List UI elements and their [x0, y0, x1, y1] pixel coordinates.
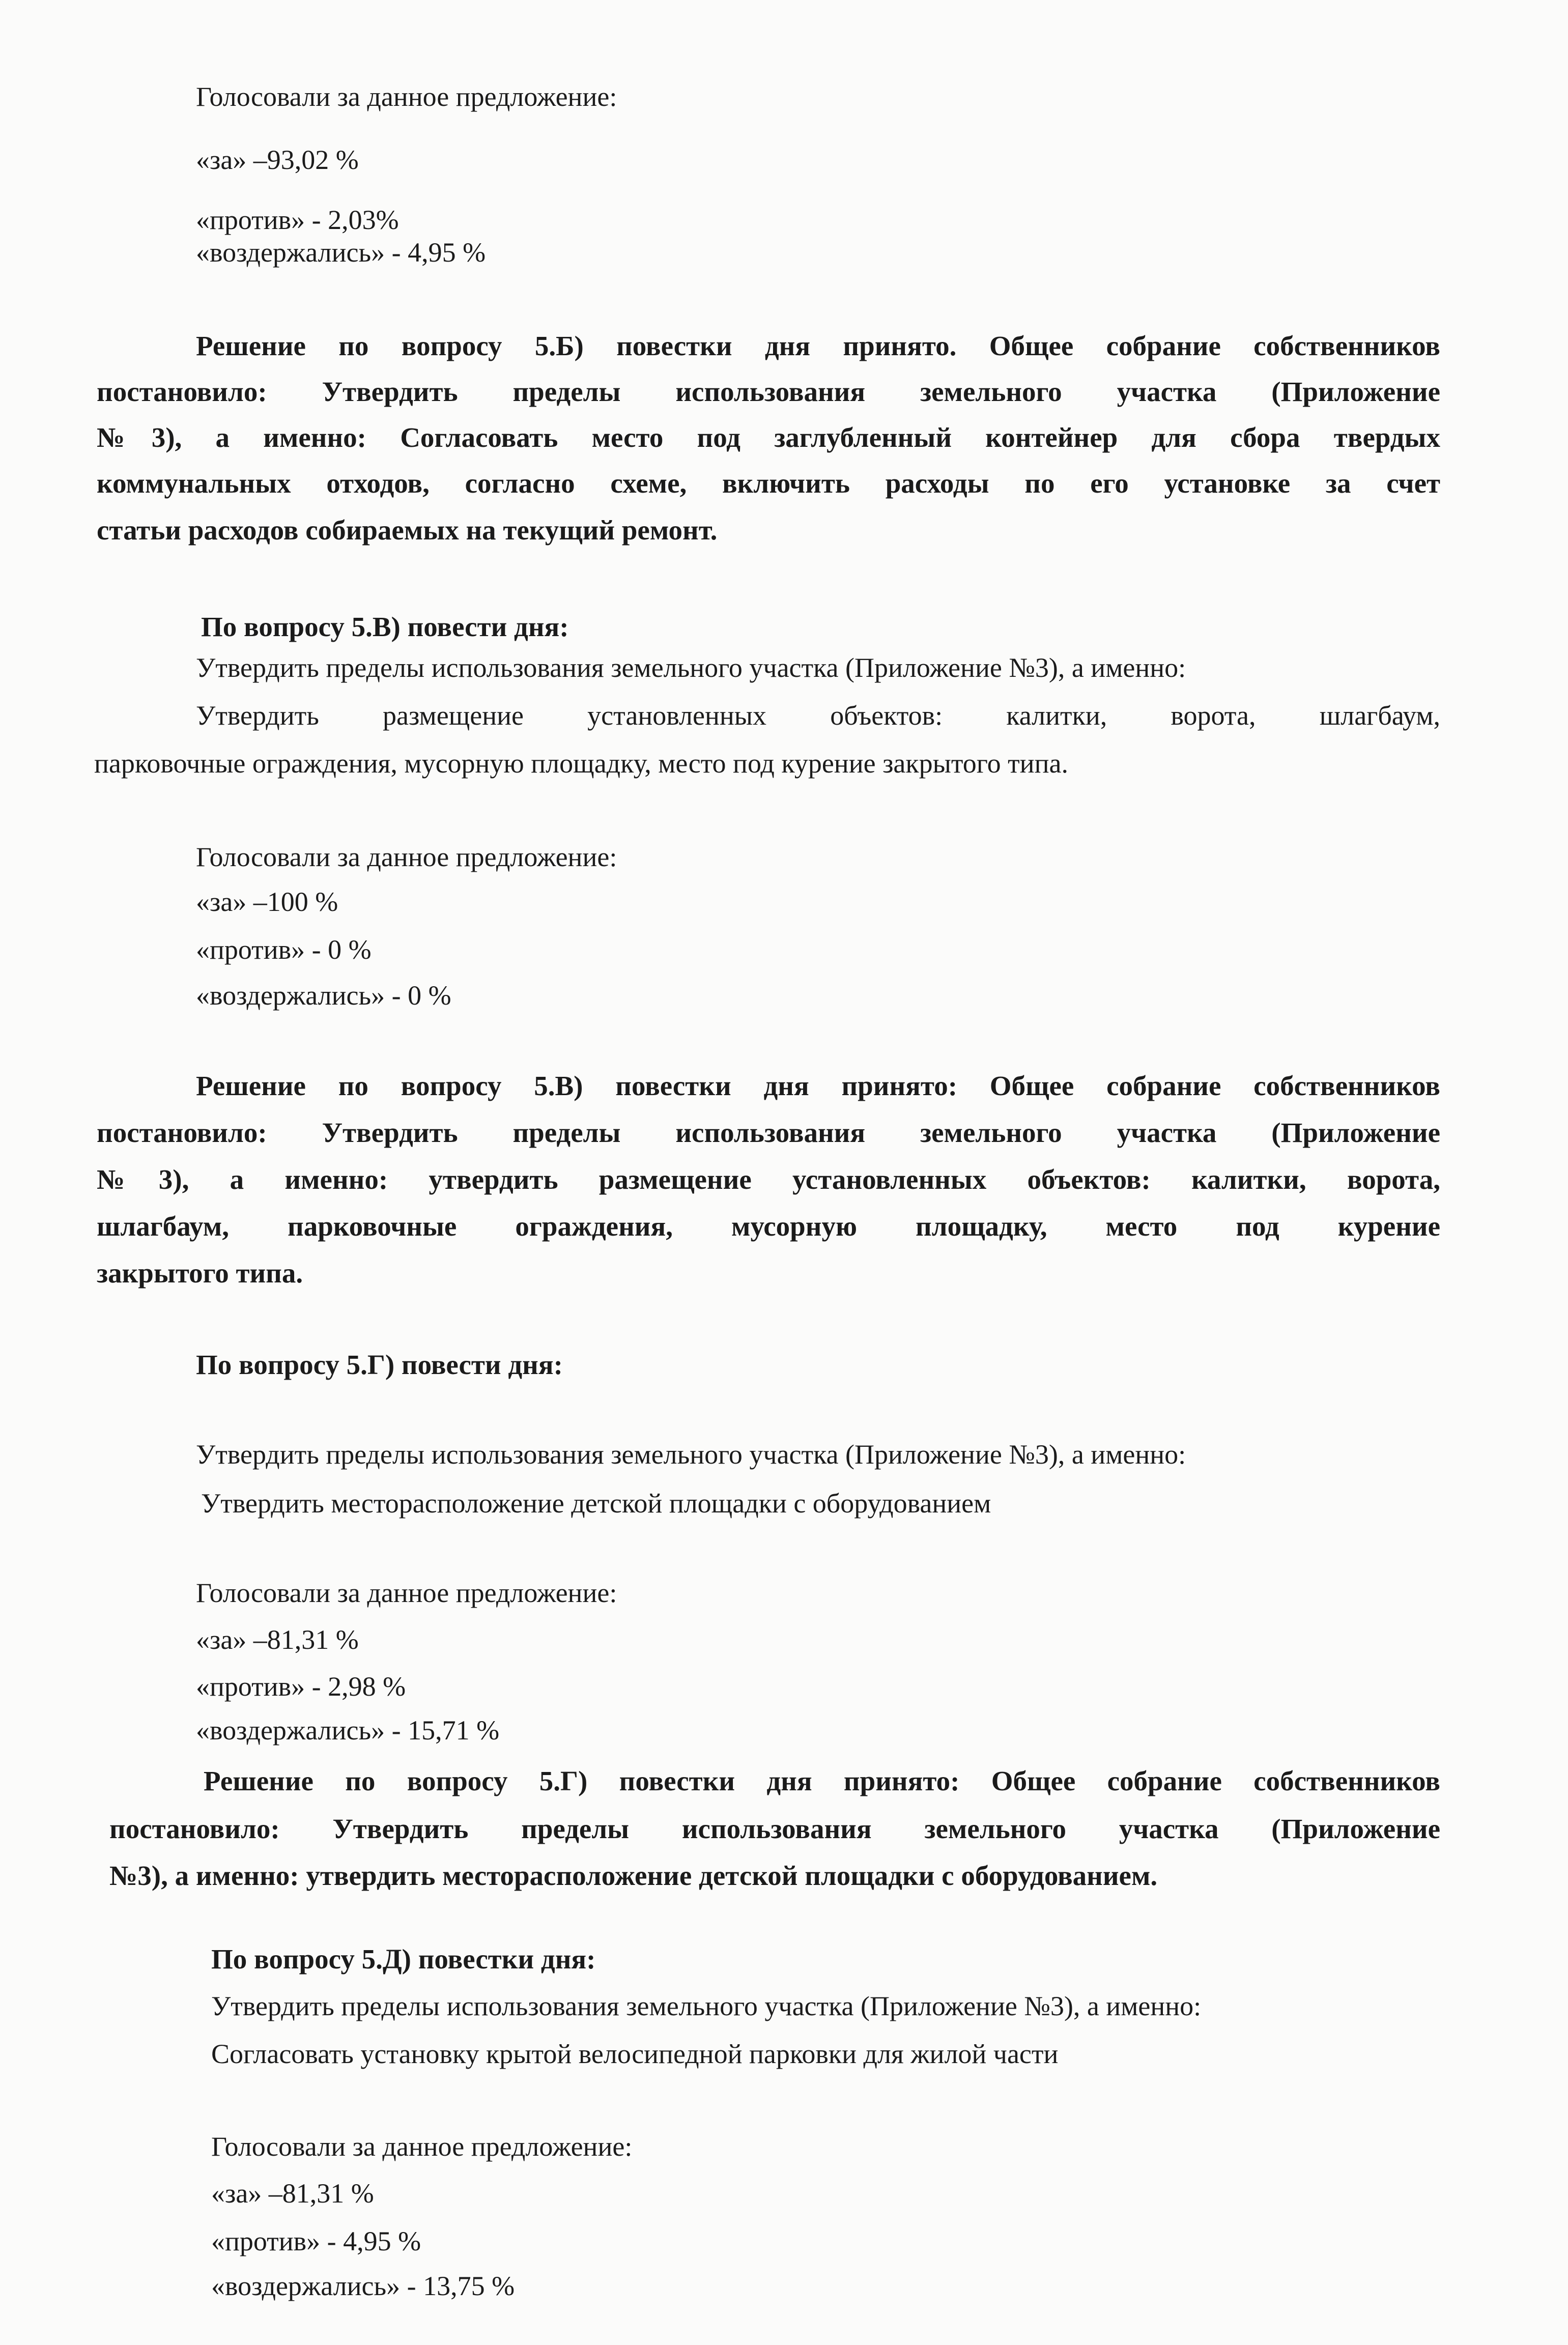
- question-text: Согласовать установку крытой велосипедной парковки для жилой части: [211, 2039, 1059, 2069]
- vote-abstained: «воздержались» - 0 %: [196, 980, 451, 1011]
- question-heading: По вопросу 5.Г) повести дня:: [196, 1349, 563, 1380]
- vote-abstained: «воздержались» - 15,71 %: [196, 1715, 500, 1746]
- vote-against: «против» - 4,95 %: [211, 2226, 421, 2256]
- decision-line: №3), а именно: утвердить месторасположение детской площадки с оборудованием.: [109, 1860, 1158, 1891]
- decision-line: Решение по вопросу 5.Б) повестки дня принято. Общее собрание собственников: [196, 330, 1440, 361]
- vote-heading: Голосовали за данное предложение:: [196, 81, 617, 112]
- vote-for: «за» –93,02 %: [196, 145, 359, 175]
- vote-heading: Голосовали за данное предложение:: [196, 842, 617, 872]
- question-text: Утвердить пределы использования земельного участка (Приложение №3), а именно:: [196, 1439, 1186, 1470]
- decision-line: шлагбаум, парковочные ограждения, мусорную площадку, место под курение: [97, 1211, 1440, 1242]
- vote-abstained: «воздержались» - 13,75 %: [211, 2271, 515, 2301]
- vote-against: «против» - 2,03%: [196, 205, 399, 235]
- vote-heading: Голосовали за данное предложение:: [211, 2131, 633, 2162]
- decision-line: статьи расходов собираемых на текущий ремонт.: [97, 514, 718, 546]
- question-text: Утвердить размещение установленных объектов: калитки, ворота, шлагбаум,: [196, 700, 1440, 731]
- decision-line: закрытого типа.: [97, 1257, 303, 1289]
- question-heading: По вопросу 5.В) повести дня:: [201, 611, 569, 642]
- decision-line: Решение по вопросу 5.В) повестки дня принято: Общее собрание собственников: [196, 1070, 1440, 1101]
- question-heading: По вопросу 5.Д) повестки дня:: [211, 1943, 596, 1975]
- question-text: парковочные ограждения, мусорную площадку, место под курение закрытого типа.: [94, 748, 1068, 779]
- vote-heading: Голосовали за данное предложение:: [196, 1578, 617, 1608]
- question-text: Утвердить пределы использования земельного участка (Приложение №3), а именно:: [196, 652, 1186, 683]
- decision-line: постановило: Утвердить пределы использования земельного участка (Приложение: [109, 1813, 1440, 1844]
- vote-abstained: «воздержались» - 4,95 %: [196, 237, 486, 268]
- vote-for: «за» –81,31 %: [211, 2178, 374, 2209]
- vote-against: «против» - 2,98 %: [196, 1671, 406, 1702]
- decision-line: №3), а именно: Согласовать место под заглубленный контейнер для сбора твердых: [97, 422, 1440, 453]
- question-text: Утвердить пределы использования земельного участка (Приложение №3), а именно:: [211, 1991, 1202, 2021]
- vote-for: «за» –81,31 %: [196, 1624, 359, 1655]
- vote-against: «против» - 0 %: [196, 934, 372, 965]
- decision-line: постановило: Утвердить пределы использования земельного участка (Приложение: [97, 376, 1440, 407]
- vote-for: «за» –100 %: [196, 886, 338, 917]
- decision-line: Решение по вопросу 5.Г) повестки дня принято: Общее собрание собственников: [204, 1765, 1440, 1796]
- decision-line: №3), а именно: утвердить размещение установленных объектов: калитки, ворота,: [97, 1164, 1440, 1195]
- decision-line: коммунальных отходов, согласно схеме, включить расходы по его установке за счет: [97, 468, 1440, 499]
- decision-line: постановило: Утвердить пределы использования земельного участка (Приложение: [97, 1117, 1440, 1148]
- question-text: Утвердить месторасположение детской площадки с оборудованием: [201, 1488, 991, 1519]
